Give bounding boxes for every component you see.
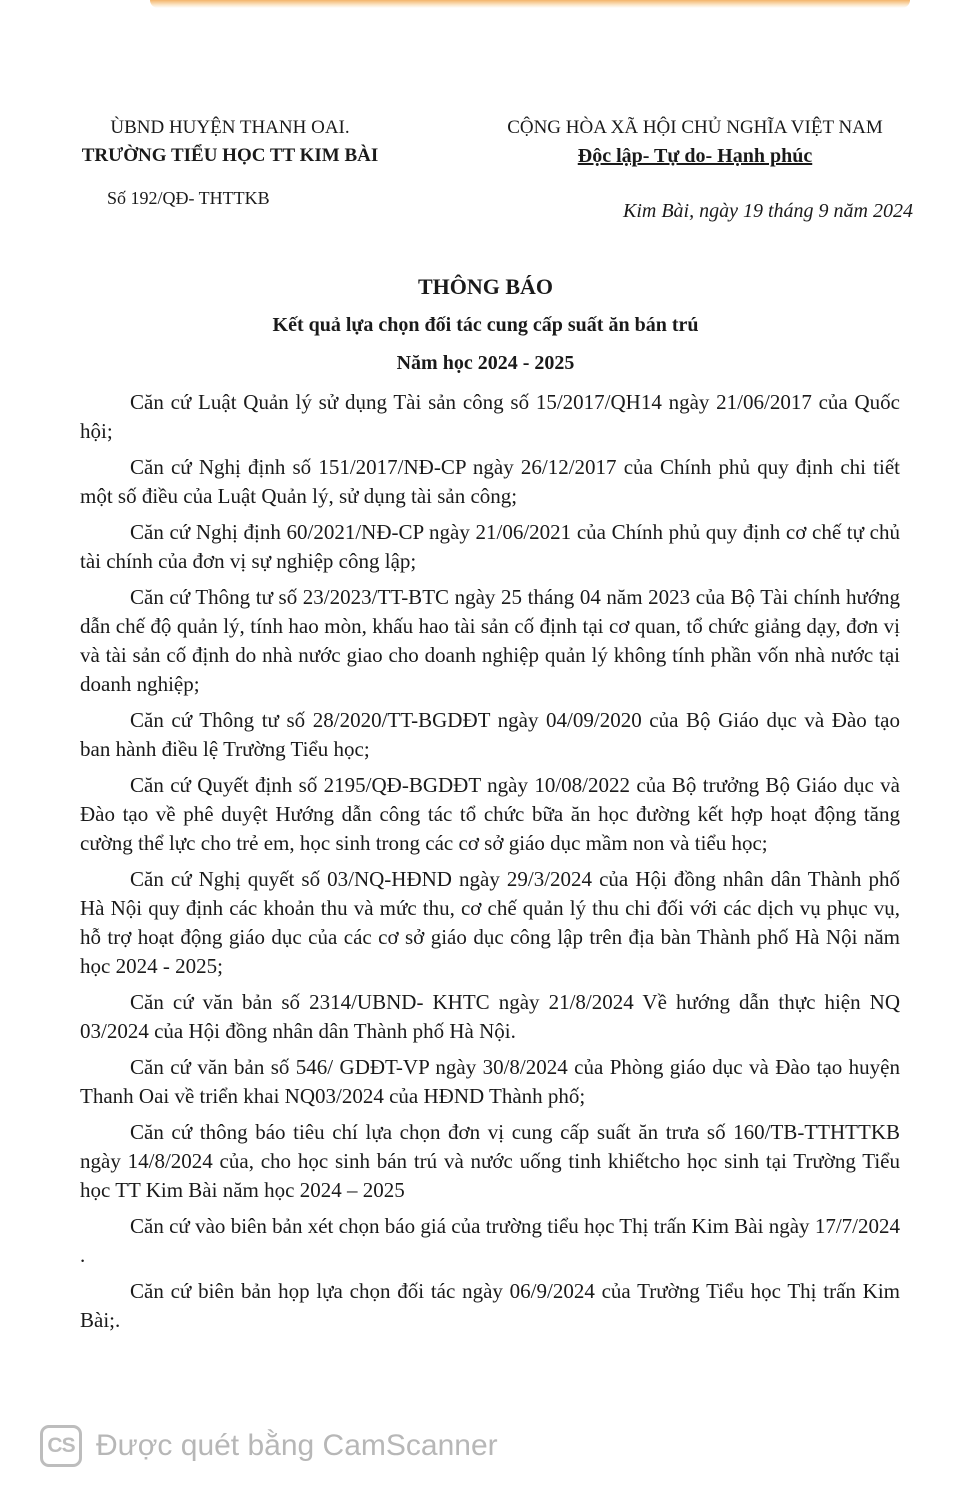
school-year: Năm học 2024 - 2025: [396, 352, 575, 374]
watermark-text: Được quét bằng CamScanner: [96, 1429, 498, 1462]
issuer-block: [40, 114, 420, 170]
country-name: CỘNG HÒA XÃ HỘI CHỦ NGHĨA VIỆT NAM: [507, 117, 883, 138]
legal-basis-paragraph: Căn cứ Nghị quyết số 03/NQ-HĐND ngày 29/3/2024 của Hội đồng nhân dân Thành phố Hà Nội quy định các khoản thu và mức thu, cơ chế quản lý thu chi đối với các dịch vụ phục vụ, hỗ trợ hoạt động giáo dục của các cơ sở giáo dục công lập trên địa bàn Thành phố Hà Nội năm học 2024 - 2025;: [80, 867, 900, 978]
camscanner-watermark: [40, 1424, 498, 1468]
legal-basis-paragraph: Căn cứ Quyết định số 2195/QĐ-BGDĐT ngày 10/08/2022 của Bộ trưởng Bộ Giáo dục và Đào tạo về phê duyệt Hướng dẫn công tác tổ chức bữa ăn học đường kết hợp hoạt động tăng cường thể lực cho trẻ em, học sinh trong các cơ sở giáo dục mầm non và tiểu học;: [80, 773, 900, 855]
issuer-authority: ÙBND HUYỆN THANH OAI.: [110, 117, 350, 138]
legal-basis-paragraph: Căn cứ Nghị định số 151/2017/NĐ-CP ngày 26/12/2017 của Chính phủ quy định chi tiết một số điều của Luật Quản lý, sử dụng tài sản công;: [80, 455, 900, 508]
legal-basis-paragraph: Căn cứ thông báo tiêu chí lựa chọn đơn vị cung cấp suất ăn trưa số 160/TB-TTHTTKB ngày 14/8/2024 của, cho học sinh bán trú và nước uống tinh khiếtcho học sinh tại Trường Tiểu học TT Kim Bài năm học 2024 – 2025: [80, 1120, 900, 1202]
camscanner-logo-icon: CS: [40, 1425, 82, 1467]
legal-basis-paragraph: Căn cứ biên bản họp lựa chọn đối tác ngày 06/9/2024 của Trường Tiểu học Thị trấn Kim Bài;.: [80, 1279, 900, 1332]
legal-basis-paragraph: Căn cứ Luật Quản lý sử dụng Tài sản công số 15/2017/QH14 ngày 21/06/2017 của Quốc hội;: [80, 390, 900, 443]
legal-basis-paragraph: Căn cứ văn bản số 546/ GDĐT-VP ngày 30/8/2024 của Phòng giáo dục và Đào tạo huyện Thanh Oai về triển khai NQ03/2024 của HĐND Thành phố;: [80, 1055, 900, 1108]
legal-basis-paragraph: Căn cứ Thông tư số 23/2023/TT-BTC ngày 25 tháng 04 năm 2023 của Bộ Tài chính hướng dẫn chế độ quản lý, tính hao mòn, khấu hao tài sản cố định tại cơ quan, tổ chức giảng dạy, đơn vị và tài sản cố định do nhà nước giao cho doanh nghiệp quản lý không tính phần vốn nhà nước tại doanh nghiệp;: [80, 585, 900, 696]
legal-basis-paragraph: Căn cứ vào biên bản xét chọn báo giá của trường tiểu học Thị trấn Kim Bài ngày 17/7/2024 .: [80, 1214, 900, 1267]
document-title: THÔNG BÁO: [417, 274, 554, 299]
legal-basis-paragraph: Căn cứ Thông tư số 28/2020/TT-BGDĐT ngày 04/09/2020 của Bộ Giáo dục và Đào tạo ban hành điều lệ Trường Tiểu học;: [80, 708, 900, 761]
paper-edge-stain: [150, 0, 910, 8]
date-line: Kim Bài, ngày 19 tháng 9 năm 2024: [623, 200, 913, 222]
issuer-school: TRƯỜNG TIỂU HỌC TT KIM BÀI: [81, 145, 379, 166]
legal-basis-paragraph: Căn cứ Nghị định 60/2021/NĐ-CP ngày 21/06/2021 của Chính phủ quy định cơ chế tự chủ tài chính của đơn vị sự nghiệp công lập;: [80, 520, 900, 573]
document-number: Số 192/QĐ- THTTKB: [107, 188, 270, 208]
legal-basis-list: [80, 388, 900, 1342]
national-motto: Độc lập- Tự do- Hạnh phúc: [577, 145, 813, 167]
document-subtitle: Kết quả lựa chọn đối tác cung cấp suất ăn bán trú: [272, 314, 699, 336]
legal-basis-paragraph: Căn cứ văn bản số 2314/UBND- KHTC ngày 21/8/2024 Về hướng dẫn thực hiện NQ 03/2024 của Hội đồng nhân dân Thành phố Hà Nội.: [80, 990, 900, 1043]
national-motto-block: [470, 114, 920, 170]
